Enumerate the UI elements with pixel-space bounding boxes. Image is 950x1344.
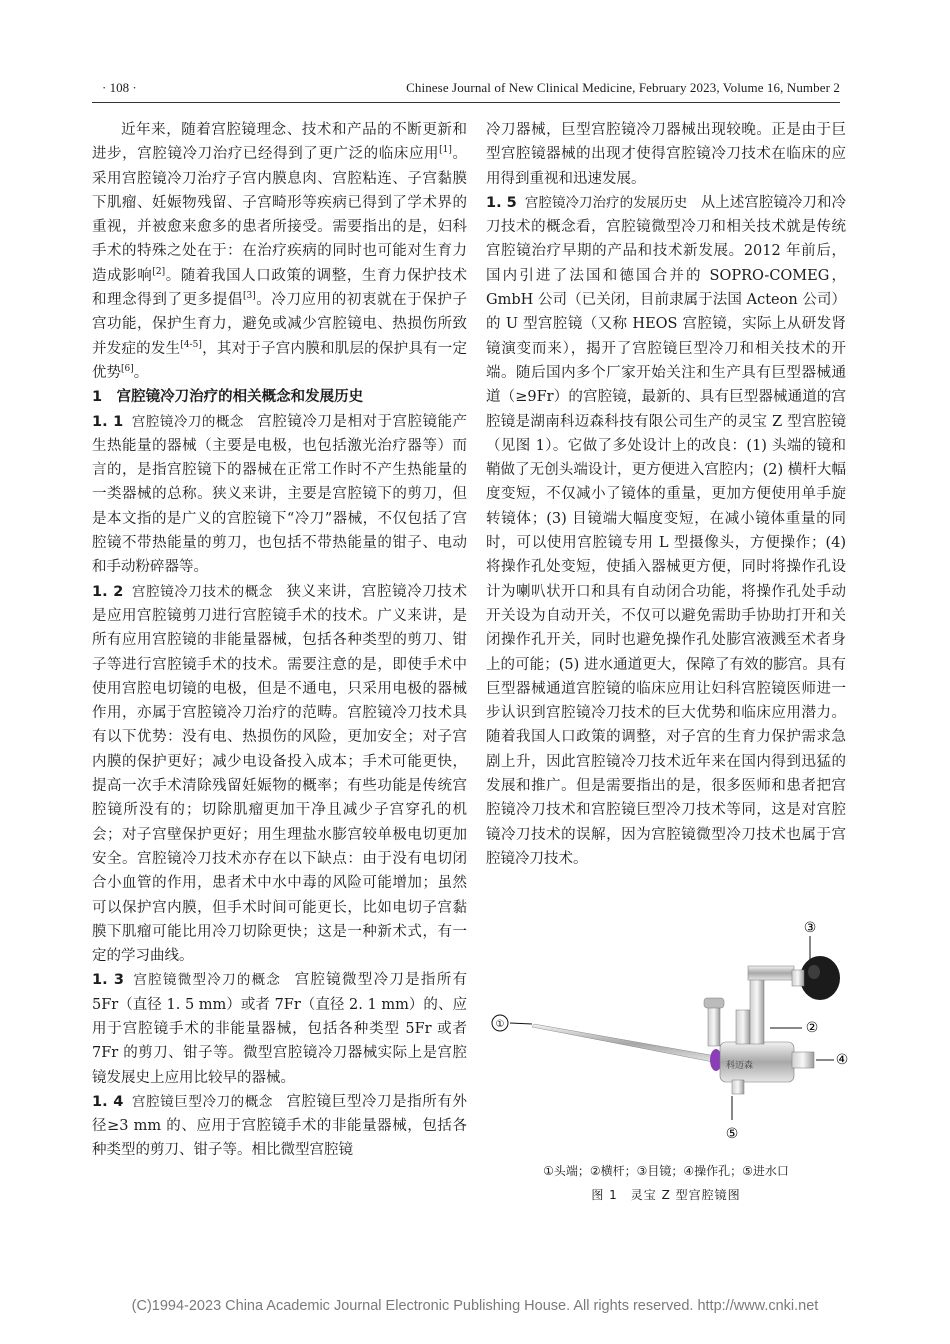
- section-1-3-number: 1. 3: [92, 972, 125, 989]
- marker-5: ⑤: [725, 1126, 739, 1142]
- eyepiece-cup: [800, 956, 840, 1000]
- intro-text-6: 。: [133, 364, 149, 381]
- citation-1: [1]: [439, 145, 452, 156]
- section-1-4: [92, 1090, 467, 1163]
- section-1-5-title: 宫腔镜冷刀治疗的发展历史: [524, 194, 688, 211]
- port-tube: [736, 1010, 750, 1044]
- section-1-5-number: 1. 5: [486, 194, 517, 211]
- section-1-3-text: 宫腔镜微型冷刀是指所有 5Fr（直径 1. 5 mm）或者 7Fr（直径 2. 1 mm）的、应用于宫腔镜手术的非能量器械，包括各种类型 5Fr 或者 7Fr 的剪刀、钳子等。微型宫腔镜冷刀器械实际上是宫腔镜发展史上应用比较早的器械。: [92, 972, 467, 1086]
- leader-1: [510, 1023, 532, 1024]
- inflow-valve: [708, 1006, 720, 1046]
- marker-4: ④: [835, 1052, 849, 1068]
- citation-5: [6]: [121, 364, 134, 375]
- section-1-1-title: 宫腔镜冷刀的概念: [131, 413, 244, 430]
- citation-4: [4-5]: [180, 339, 202, 350]
- section-1-5-text: 从上述宫腔镜冷刀和冷刀技术的概念看，宫腔镜微型冷刀和相关技术就是传统宫腔镜治疗早期的产品和技术新发展。2012 年前后，国内引进了法国和德国合并的 SOPRO-COMEG，GmbH 公司（已关闭，目前隶属于法国 Acteon 公司）的 U 型宫腔镜（又称 HEOS 宫腔镜，实际上从研发肾镜演变而来），揭开了宫腔镜巨型冷刀和相关技术的开端。随后国内多个厂家开始关注和生产具有巨型器械通道（≥9Fr）的宫腔镜，最新的、具有巨型器械通道的宫腔镜是湖南科迈森科技有限公司生产的灵宝 Z 型宫腔镜（见图 1）。它做了多处设计上的改良：(1) 头端的镜和鞘做了无创头端设计，更方便进入宫腔内；(2) 横杆大幅度变短，不仅减小了镜体的重量，更加方便使用单手旋转镜体；(3) 目镜端大幅度变短，在减小镜体重量的同时，可以使用宫腔镜专用 L 型摄像头，方便操作；(4) 将操作孔处变短，使插入器械更方便，同时将操作孔设计为喇叭状开口和具有自动闭合功能，将操作孔处手动开关设为自动开关，不仅可以避免需助手协助打开和关闭操作孔开关，同时也避免操作孔处膨宫液溅至术者身上的可能；(5) 进水通道更大，保障了有效的膨宫。具有巨型器械通道宫腔镜的临床应用让妇科宫腔镜医师进一步认识到宫腔镜冷刀技术的巨大优势和临床应用潜力。随着我国人口政策的调整，对子宫的生育力保护需求急剧上升，因此宫腔镜冷刀技术近年来在国内得到迅猛的发展和推广。但是需要指出的是，很多医师和患者把宫腔镜冷刀技术和宫腔镜巨型冷刀技术等同，这是对宫腔镜冷刀技术的误解，因为宫腔镜微型冷刀技术也属于宫腔镜冷刀技术。: [486, 194, 846, 867]
- intro-paragraph: [92, 118, 467, 385]
- section-1-2-number: 1. 2: [92, 583, 124, 600]
- right-column: [486, 118, 846, 871]
- marker-2: ②: [805, 1020, 819, 1036]
- hysteroscope-illustration: [486, 906, 849, 1144]
- figure-legend: ①头端；②横杆；③目镜；④操作孔；⑤进水口: [543, 1164, 789, 1178]
- operating-port: [792, 1052, 814, 1068]
- intro-text-3: 。随着我国人口政策的调整，生育力保护技术和理念得到了更多提倡: [92, 267, 467, 309]
- continued-paragraph: 冷刀器械，巨型宫腔镜冷刀器械出现较晚。正是由于巨型宫腔镜器械的出现才使得宫腔镜冷刀技术在临床的应用得到重视和迅速发展。: [486, 122, 846, 187]
- marker-1: ①: [495, 1019, 505, 1030]
- section-1-2-title: 宫腔镜冷刀技术的概念: [131, 583, 273, 600]
- section-1-4-number: 1. 4: [92, 1093, 124, 1110]
- section-1-5: [486, 191, 846, 871]
- figure-caption: 图 1 灵宝 Z 型宫腔镜图: [591, 1188, 741, 1202]
- section-1-3-title: 宫腔镜微型冷刀的概念: [132, 972, 282, 989]
- intro-text-4: 。冷刀应用的初衷就在于保护子宫功能，保护生育力，避免或减少宫腔镜电、热损伤所致并发症的发生: [92, 292, 467, 357]
- left-column: [92, 118, 467, 1163]
- section-1-1-text: 宫腔镜冷刀是相对于宫腔镜能产生热能量的器械（主要是电极，也包括激光治疗器等）而言的，是指宫腔镜下的器械在正常工作时不产生热能量的一类器械的总称。狭义来讲，主要是宫腔镜下的剪刀，但是本文指的是广义的宫腔镜下“冷刀”器械，不仅包括了宫腔镜不带热能量的剪刀，也包括不带热能量的钳子、电动和手动粉碎器等。: [92, 413, 467, 576]
- section-1-4-title: 宫腔镜巨型冷刀的概念: [131, 1093, 273, 1110]
- copyright-footer: (C)1994-2023 China Academic Journal Electronic Publishing House. All rights reserved. http://www.cnki.net: [131, 1298, 819, 1314]
- intro-text-5: ，其对于子宫内膜和肌层的保护具有一定优势: [92, 340, 468, 381]
- page-number: · 108 ·: [102, 80, 137, 95]
- intro-text-1: 近年来，随着宫腔镜理念、技术和产品的不断更新和进步，宫腔镜冷刀治疗已经得到了更广泛的临床应用: [92, 122, 467, 163]
- figure-1-hysteroscope: [486, 906, 849, 1144]
- sheath-shaft: [532, 1024, 718, 1063]
- device-brand: 科迈森: [726, 1061, 754, 1071]
- page-header: [92, 80, 840, 100]
- section-1-1: [92, 410, 467, 580]
- water-inlet: [732, 1080, 744, 1094]
- section-1-2: [92, 580, 467, 969]
- citation-2: [2]: [152, 266, 166, 277]
- section-1-3: [92, 968, 467, 1089]
- citation-3: [3]: [242, 291, 256, 302]
- intro-text-2: 。采用宫腔镜冷刀治疗子宫内膜息肉、宫腔粘连、子宫黏膜下肌瘤、妊娠物残留、子宫畸形等疾病已得到了学术界的重视，并被愈来愈多的患者所接受。需要指出的是，妇科手术的特殊之处在于：在治疗疾病的同时也可能对生育力造成影响: [92, 146, 467, 284]
- journal-citation: Chinese Journal of New Clinical Medicine, February 2023, Volume 16, Number 2: [406, 80, 840, 95]
- crossbar: [748, 966, 794, 980]
- section-1-1-number: 1. 1: [92, 413, 124, 430]
- section-1-2-text: 狭义来讲，宫腔镜冷刀技术是应用宫腔镜剪刀进行宫腔镜手术的技术。广义来讲，是所有应用宫腔镜的非能量器械，包括各种类型的剪刀、钳子等进行宫腔镜手术的技术。需要注意的是，即使手术中使用宫腔电切镜的电极，但是不通电，只采用电极的器械作用，亦属于宫腔镜冷刀治疗的范畴。宫腔镜冷刀技术具有以下优势：没有电、热损伤的风险，更加安全；对子宫内膜的保护更好；减少电设备投入成本；手术可能更快，提高一次手术清除残留妊娠物的概率；有些功能是传统宫腔镜所没有的；切除肌瘤更加干净且减少子宫穿孔的机会；对子宫壁保护更好；用生理盐水膨宫较单极电切更加安全。宫腔镜冷刀技术亦存在以下缺点：由于没有电切闭合小血管的作用，患者术中水中毒的风险可能增加；虽然可以保护宫内膜，但手术时间可能更长，比如电切子宫黏膜下肌瘤可能比用冷刀切除更快；这是一种新术式，有一定的学习曲线。: [92, 583, 467, 965]
- section-1-4-text: 宫腔镜巨型冷刀是指所有外径≥3 mm 的、应用于宫腔镜手术的非能量器械，包括各种类型的剪刀、钳子等。相比微型宫腔镜: [92, 1093, 467, 1159]
- valve-cap: [704, 998, 724, 1008]
- eyepiece-highlight: [808, 965, 820, 979]
- marker-3: ③: [803, 920, 817, 936]
- header-rule: [92, 102, 840, 103]
- vertical-tube: [750, 974, 764, 1044]
- eyepiece-neck: [792, 970, 804, 986]
- section-1-heading: 1 宫腔镜冷刀治疗的相关概念和发展历史: [92, 389, 364, 406]
